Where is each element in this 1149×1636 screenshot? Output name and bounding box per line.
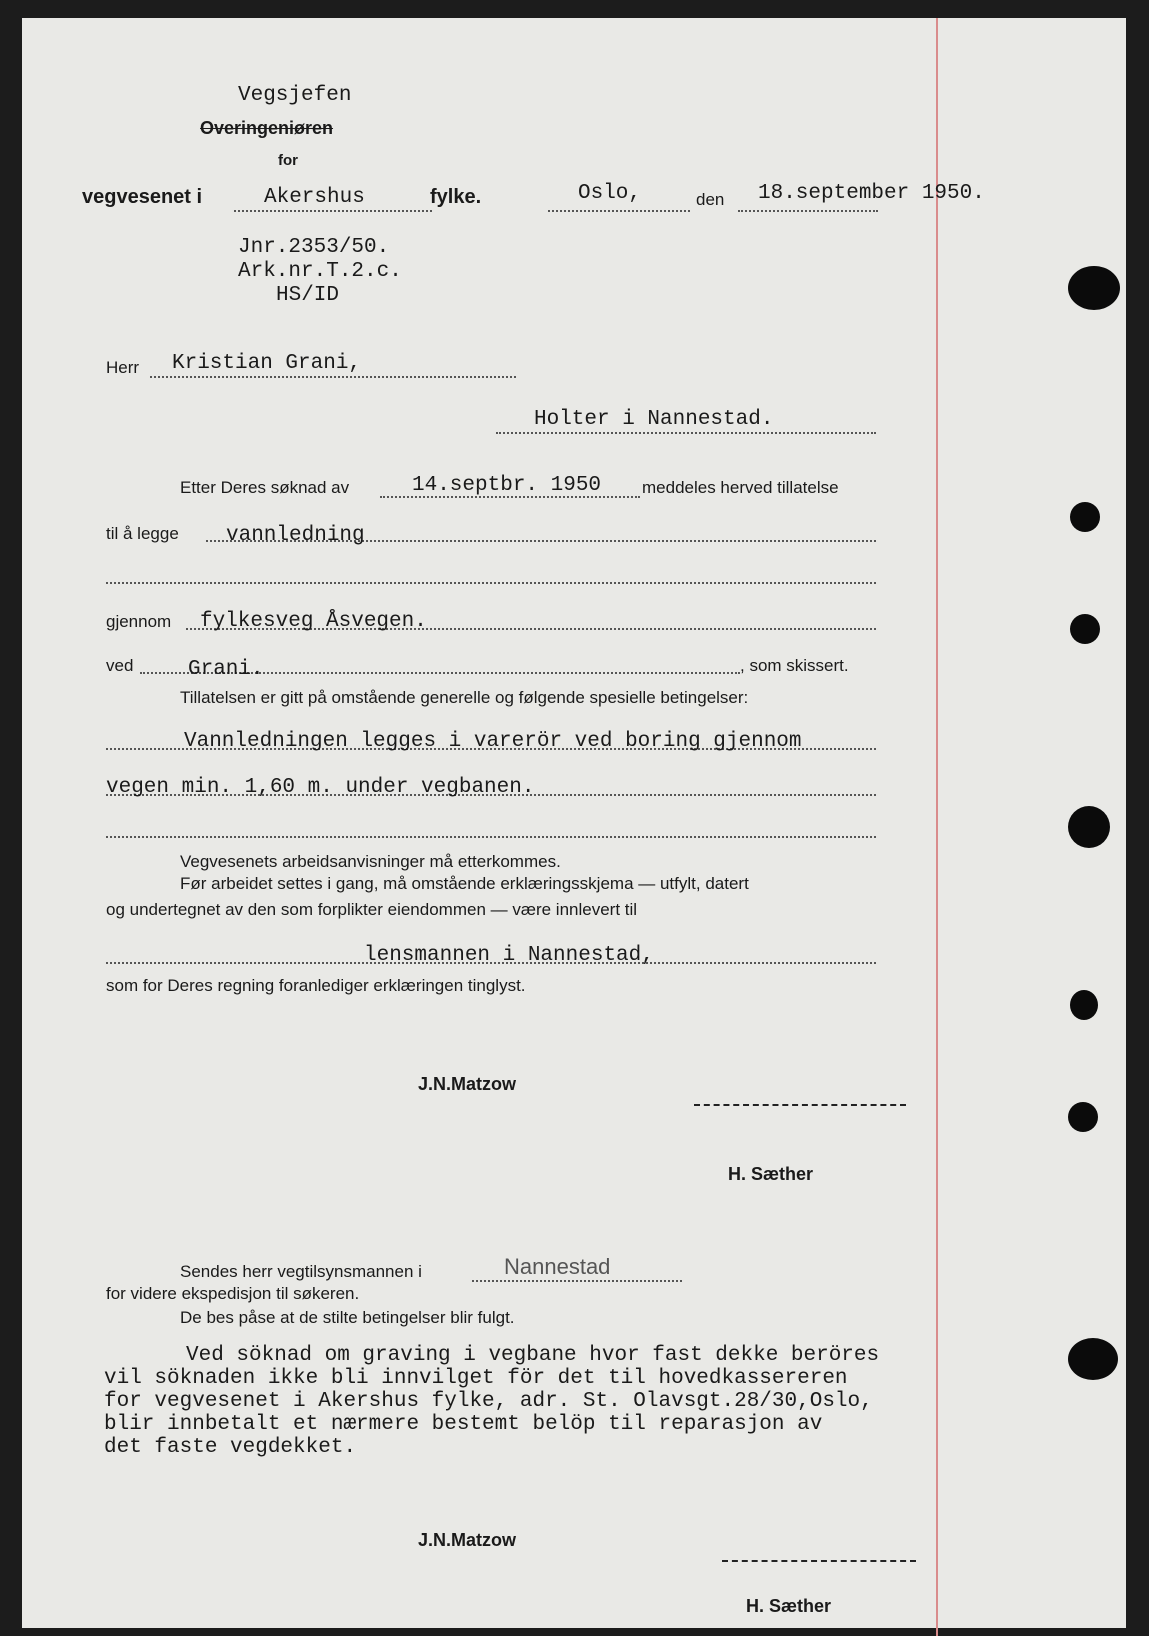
herr-label: Herr: [106, 358, 140, 377]
archive-number: Ark.nr.T.2.c.: [238, 260, 402, 283]
etter-label: Etter Deres søknad av: [180, 478, 350, 497]
note-line: Ved söknad om graving i vegbane hvor fast dekke beröres: [186, 1344, 880, 1367]
signature-rule-2: [722, 1560, 916, 1562]
place: Oslo,: [578, 182, 642, 205]
note-line: vil söknaden ikke bli innvilget för det til hovedkassereren: [104, 1367, 848, 1390]
punch-hole: [1070, 990, 1098, 1020]
letter-date: 18.september 1950.: [758, 182, 985, 205]
condition-line-2: vegen min. 1,60 m. under vegbanen.: [106, 776, 535, 799]
punch-hole: [1068, 806, 1110, 848]
condition-line-1: Vannledningen legges i varerör ved boring gjennom: [184, 730, 802, 753]
fylke-label: fylke.: [430, 186, 482, 208]
meddeles-label: meddeles herved tillatelse: [642, 478, 839, 497]
signature-right-2: H. Sæther: [746, 1596, 832, 1616]
signature-left: J.N.Matzow: [418, 1074, 517, 1094]
initials: HS/ID: [276, 284, 340, 307]
signature-rule: [694, 1104, 906, 1106]
punch-hole: [1070, 502, 1100, 532]
recipient-address: Holter i Nannestad.: [534, 408, 774, 431]
road: fylkesveg Åsvegen.: [200, 610, 427, 633]
instructions-4: som for Deres regning foranlediger erklæringen tinglyst.: [106, 976, 526, 995]
location: Grani.: [188, 658, 264, 681]
punch-hole: [1070, 614, 1100, 644]
journal-number: Jnr.2353/50.: [238, 236, 390, 259]
application-date: 14.septbr. 1950: [412, 474, 602, 497]
punch-hole: [1068, 1338, 1118, 1380]
sendes-line-3: De bes påse at de stilte betingelser blir fulgt.: [180, 1308, 515, 1327]
recipient-name: Kristian Grani,: [172, 352, 362, 375]
den-label: den: [696, 190, 725, 209]
for-label: for: [278, 152, 298, 169]
skissert-label: , som skissert.: [740, 656, 849, 675]
signature-right: H. Sæther: [728, 1164, 814, 1184]
conditions-intro: Tillatelsen er gitt på omstående generelle og følgende spesielle betingelser:: [180, 688, 749, 707]
note-line: det faste vegdekket.: [104, 1436, 357, 1459]
sendes-line-1: Sendes herr vegtilsynsmannen i: [180, 1262, 422, 1281]
gjennom-label: gjennom: [106, 612, 172, 631]
punch-hole: [1068, 266, 1120, 310]
work-type: vannledning: [226, 524, 365, 547]
sendes-place: Nannestad: [504, 1254, 611, 1279]
county: Akershus: [264, 186, 365, 209]
instructions-3: og undertegnet av den som forplikter eiendommen — være innlevert til: [106, 900, 638, 919]
office-title-struck: Overingeniøren: [200, 118, 334, 138]
note-line: blir innbetalt et nærmere bestemt belöp til reparasjon av: [104, 1413, 823, 1436]
sendes-line-2: for videre ekspedisjon til søkeren.: [106, 1284, 360, 1303]
margin-line: [936, 18, 938, 1636]
instructions-1: Vegvesenets arbeidsanvisninger må etterkommes.: [180, 852, 561, 871]
note-line: for vegvesenet i Akershus fylke, adr. St. Olavsgt.28/30,Oslo,: [104, 1390, 873, 1413]
instructions-2: Før arbeidet settes i gang, må omstående erklæringsskjema — utfylt, datert: [180, 874, 749, 893]
vegvesenet-label: vegvesenet i: [82, 186, 203, 208]
ved-label: ved: [106, 656, 134, 675]
signature-left-2: J.N.Matzow: [418, 1530, 517, 1550]
office-title: Vegsjefen: [238, 84, 352, 107]
deliver-to: lensmannen i Nannestad,: [364, 944, 654, 967]
punch-hole: [1068, 1102, 1098, 1132]
til-label: til å legge: [106, 524, 179, 543]
